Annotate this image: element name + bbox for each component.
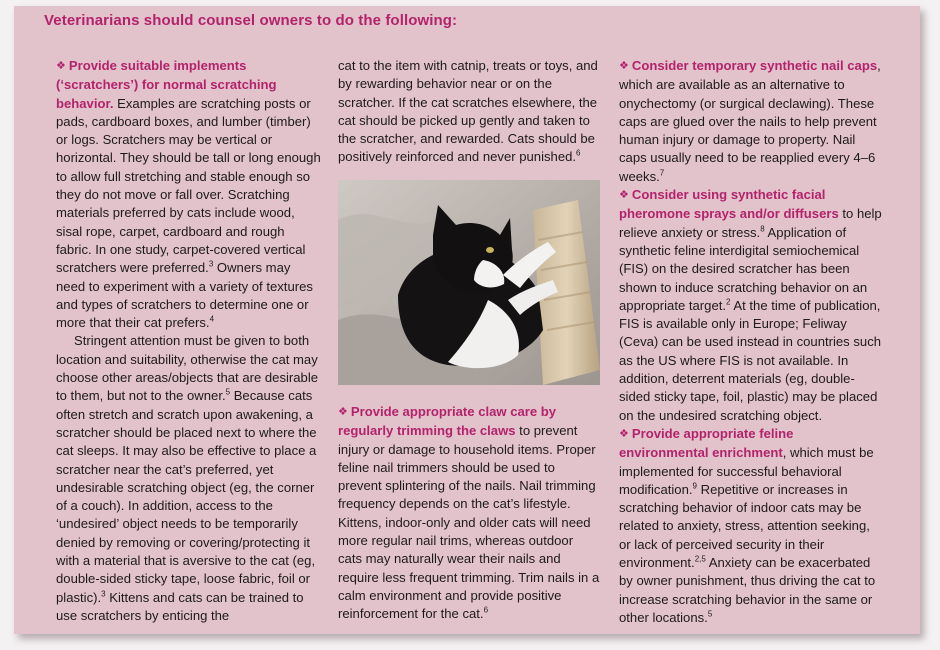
column-2-top [338,57,600,167]
column-1 [56,57,322,625]
reference-mark: 6 [483,605,489,615]
paragraph-pheromone [619,186,883,425]
paragraph-text: Examples are scratching posts or pads, cardboard boxes, and lumber (timber) or logs. Scratchers may be vertical or horizontal. They should be tall or long enough to allow full stretching and stable enough so they do not move or fall over. Scratching materials preferred by cats include wood, sisal rope, carpet, cardboard and rough fabric. In one study, carpet-covered vertical scratchers were preferred. [56,95,321,276]
cat-scratching-photo [338,180,600,385]
paragraph-text: Stringent attention must be given to both location and suitability, otherwise the cat may choose other areas/objects that are desirable to them, but not to the owner. [56,333,319,404]
diamond-flower-icon: ❖ [619,189,629,202]
paragraph-claw-care [338,403,600,624]
paragraph-text: At the time of publication, FIS is available only in Europe; Feliway (Ceva) can be used instead in countries such as the US where FIS is not available. In addition, deterrent materials (eg, double-sided sticky tape, foil, plastic) may be placed on the undesired scratching object. [619,297,882,423]
paragraph-text: to help relieve anxiety or stress. [619,206,882,240]
paragraph-scratchers [56,57,322,332]
paragraph-nail-caps [619,57,883,186]
paragraph-location [56,332,322,625]
bullet-heading-enrichment: Provide appropriate feline environmental enrichment [619,425,794,461]
reference-mark: 9 [692,481,697,491]
reference-mark: 5 [707,609,713,619]
paragraph-text: , which must be implemented for successful behavioral modification. [619,445,874,497]
box-heading: Veterinarians should counsel owners to do the following: [44,12,458,29]
reference-mark: 2,5 [694,554,706,564]
reference-mark: 3 [101,589,106,599]
bullet-heading-nail-caps: Consider temporary synthetic nail caps [631,58,878,73]
paragraph-text: to prevent injury or damage to household items. Proper feline nail trimmers should be used to prevent splintering of the nails. Nail trimming frequency depends on the cat’s lifestyle. Kittens, indoor-only and older cats will need more regular nail trims, whereas outdoor cats may naturally wear their nails and require less frequent trimming. Trim nails in a calm environment and provide positive reinforcement for the cat. [338,423,600,622]
diamond-flower-icon: ❖ [338,406,348,418]
paragraph-text: Owners may need to experiment with a variety of textures and types of scratchers to determine one or more that their cat prefers. [56,260,313,331]
bullet-heading-claw-care: Provide appropriate claw care by regularly trimming the claws [338,404,557,439]
paragraph-text: Kittens and cats can be trained to use scratchers by enticing the [56,589,304,623]
paragraph-continued [338,57,600,167]
reference-mark: 7 [659,168,665,178]
reference-mark: 6 [576,149,581,159]
diamond-flower-icon: ❖ [619,60,629,72]
reference-mark: 5 [225,387,231,397]
column-3 [619,57,883,627]
diamond-flower-icon: ❖ [619,427,629,440]
bullet-heading-pheromone: Consider using synthetic facial pheromone sprays and/or diffusers [619,187,839,222]
column-2-bottom [338,403,600,624]
paragraph-text: , which are available as an alternative to onychectomy (or surgical declawing). These caps are glued over the nails to help prevent human injury or damage to property. Nail caps usually need to be reapplied every 4–6 weeks. [619,58,881,184]
bullet-heading-scratchers: Provide suitable implements (‘scratchers’) for normal scratching behavior. [56,58,277,111]
paragraph-text: Repetitive or increases in scratching behavior of indoor cats may be related to anxiety, stress, attention seeking, or lack of perceived security in their environment. [619,481,870,571]
paragraph-text: Application of synthetic feline interdigital semiochemical (FIS) on the desired scratcher has been shown to induce scratching behavior on an appropriate target. [619,224,868,313]
diamond-flower-icon: ❖ [56,60,66,72]
reference-mark: 3 [208,259,214,269]
paragraph-enrichment [619,425,883,627]
reference-mark: 2 [726,297,731,307]
paragraph-text: cat to the item with catnip, treats or toys, and by rewarding behavior near or on the scratcher. If the cat scratches elsewhere, the cat should be picked up gently and taken to the scratcher, and rewarded. Cats should be positively reinforced and never punished. [338,58,598,165]
paragraph-text: Because cats often stretch and scratch upon awakening, a scratcher should be placed next to where the cat sleeps. It may also be effective to place a scratcher near the cat’s preferred, yet undesirable scratching object (eg, the corner of a couch). In addition, access to the ‘undesired’ object needs to be temporarily denied by removing or covering/protecting it with a material that is aversive to the cat (eg, double-sided sticky tape, loose fabric, foil or plastic). [56,388,317,605]
paragraph-text: Anxiety can be exacerbated by owner punishment, thus driving the cat to increase scratching behavior in the same or other locations. [619,555,876,625]
reference-mark: 4 [209,314,215,324]
reference-mark: 8 [760,224,765,234]
